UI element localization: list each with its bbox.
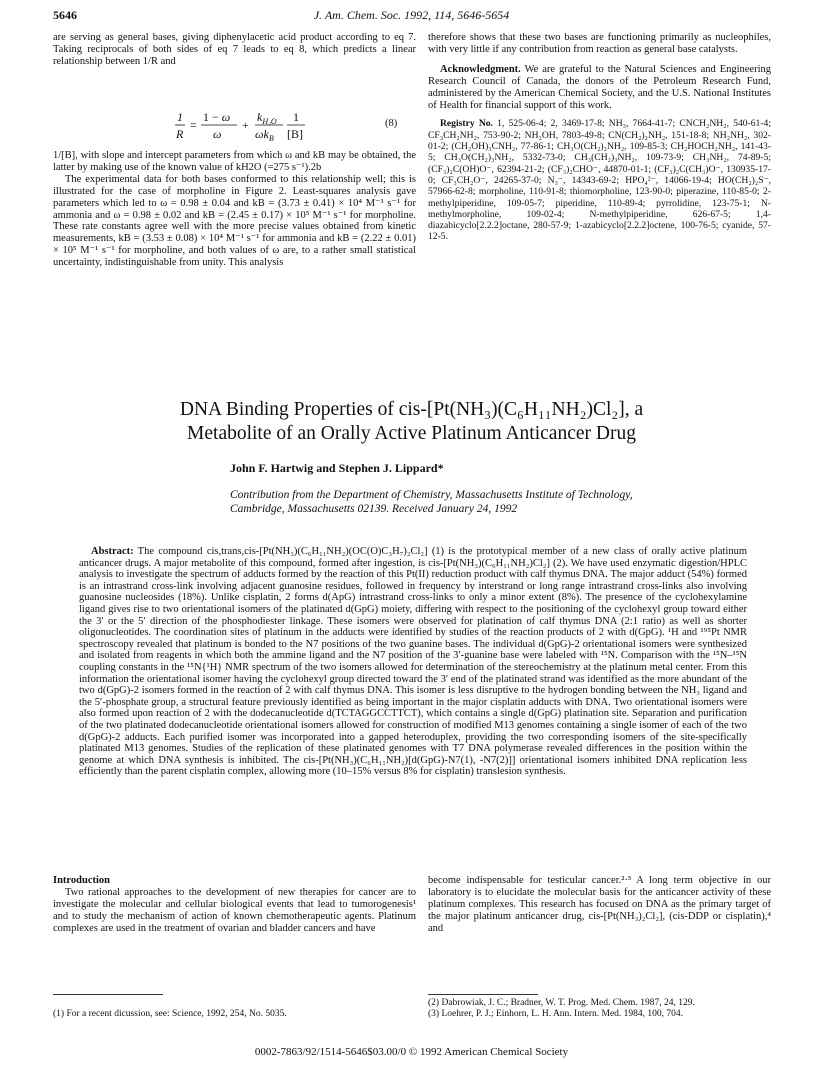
acknowledgment-heading: Acknowledgment. [440,63,521,75]
introduction-heading: Introduction [53,875,110,886]
title-line-1: DNA Binding Properties of cis-[Pt(NH₃)(C₆H₁₁NH₂)Cl₂], a [179,399,644,420]
equation-graphic [175,108,415,142]
authors: John F. Hartwig and Stephen J. Lippard* [230,461,444,475]
paragraph: 1/[B], with slope and intercept parameters from which ω and kB may be obtained, the latter by making use of the known value of kH2O (=275 s⁻¹).2b [53,150,416,173]
affiliation-line-2: Cambridge, Massachusetts 02139. Received January 24, 1992 [230,503,518,515]
footnote-3: (3) Loehrer, P. J.; Einhorn, L. H. Ann. Intern. Med. 1984, 100, 704. [428,1009,684,1019]
article-title [0,398,823,446]
paragraph: Two rational approaches to the development of new therapies for cancer are to investigate the molecular and cellular biological events that lead to tumorogenesis¹ and to study the mechanism of action of known chemotherapeutic agents. Platinum complexes are used in the treatment of ovarian and bladder cancers and have [53,886,416,934]
paragraph: The experimental data for both bases conformed to this relationship well; this is illustrated for the case of morpholine in Figure 2. Least-squares analysis gave parameters which led to ω = 0.98 ± 0.04 and kB = (3.73 ± 0.41) × 10⁴ M⁻¹ s⁻¹ for ammonia and ω = 0.98 ± 0.02 and kB = (2.45 ± 0.17) × 10⁵ M⁻¹ s⁻¹ for morpholine. These rate constants agree well with the more precise values obtained from kinetic measurements, kB = (3.53 ± 0.08) × 10⁴ M⁻¹ s⁻¹ for ammonia and kB = (2.22 ± 0.01) × 10⁵ M⁻¹ s⁻¹ for morpholine, and both values of ω are, to a rather small statistical uncertainty, indistinguishable from unity. This analysis [53,173,416,269]
svg-text:1 − ω: 1 − ω [203,110,231,124]
registry-heading: Registry No. [440,118,493,130]
footnote-2: (2) Dabrowiak, J. C.; Bradner, W. T. Prog. Med. Chem. 1987, 24, 129. [428,998,695,1008]
affiliation-line-1: Contribution from the Department of Chemistry, Massachusetts Institute of Technology, [230,489,633,501]
page-footer: 0002-7863/92/1514-5646$03.00/0 © 1992 American Chemical Society [254,1046,569,1058]
intro-right-column [428,875,771,935]
footnote-rule [53,994,163,995]
svg-text:kH₂O: $k_{H_2O}$ [257,110,277,126]
svg-text:[B]: [B] [287,127,303,141]
top-left-column [53,32,416,68]
paragraph: are serving as general bases, giving diphenylacetic acid product according to eq 7. Taking reciprocals of both sides of eq 7 leads to eq 8, which predicts a linear relationship between 1/R and [53,32,416,67]
journal-citation: J. Am. Chem. Soc. 1992, 114, 5646-5654 [313,8,510,22]
svg-text:=: = [190,118,197,132]
paragraph: therefore shows that these two bases are functioning primarily as nucleophiles, with very little if any contribution from reaction as general base catalysts. [428,32,771,55]
title-line-2: Metabolite of an Orally Active Platinum Anticancer Drug [187,423,636,444]
footnotes-right [428,998,778,1020]
journal-header [0,8,823,23]
top-right-column [428,32,771,243]
svg-text:+: + [242,118,249,132]
affiliation [230,488,750,516]
acknowledgment-text: We are grateful to the Natural Sciences and Engineering Research Council of Canada, the donors of the Petroleum Research Fund, administered by the American Chemical Society, and the U.S. National Institutes of Health for financial support of this work. [428,63,772,111]
footnote-rule [428,994,538,995]
page-number: 5646 [53,8,77,22]
abstract [79,546,747,778]
svg-text:ω: ω [213,127,222,141]
svg-text:1: 1 [293,110,299,124]
top-left-column-lower [53,150,416,269]
svg-text:1: 1 [177,110,183,124]
abstract-text: The compound cis,trans,cis-[Pt(NH₃)(C₆H₁₁NH₂)(OC(O)C₃H₇)₂Cl₂] (1) is the prototypical member of a new class of orally active platinum anticancer drugs. A major metabolite of this compound, formed after ingestion, is cis-[Pt(NH₃)(C₆H₁₁NH₂)Cl₂] (2). We have used enzymatic digestion/HPLC analysis to investigate the spectrum of adducts formed by the reaction of this Pt(II) reduction product with calf thymus DNA. The major adduct (54%) formed is an intrastrand cross-link involving adjacent guanosine residues, followed in frequency by interstrand or long range intrastrand cross-links also involving guanosine nucleosides (18%). Unlike cisplatin, 2 forms d(ApG) intrastrand cross-links to only a minor extent (8%). The presence of the cyclohexylamine ligand gives rise to two orientational isomers of the platinated d(GpG) moiety, differing with respect to the positioning of the cyclohexyl group toward either the 3′ or the 5′ direction of the phosphodiester linkage. These isomers were observed for platination of calf thymus DNA (2:1 ratio) as well as shorter oligonucleotides. The coordination sites of platinum in the adducts were identified by studies of the reaction products of 2 with d(GpG). ¹H and ¹⁹⁵Pt NMR spectroscopy revealed that platinum is bonded to the N7 positions of the two guanine bases. The individual d(GpG)-2 orientational isomers were synthesized and isolated from reagents in which both the ammine ligand and the N7 position of the 3′-guanine base were labeled with ¹⁵N. Comparison with the ¹⁵N–¹⁵N coupling constants in the ¹⁵N{¹H} NMR spectrum of the two isomers allowed for determination of the stereochemistry at the platinum metal center. From this information the orientational isomer having the cyclohexyl group directed toward the 3′ end of the platinated strand was identified as the more abundant of the two d(GpG)-2 isomers formed in the reaction of 2 with calf thymus DNA. This isomer is less disruptive to the hydrogen bonding between the NH₃ ligand and the 5′-phosphate group, a structural feature previously identified as being important in the major cisplatin adducts with DNA. Two orientational isomers were also formed upon reaction of 2 with the dodecanucleotide d(TCTAGGCCTTCT), which contains a single d(GpG) platination site. Separation and purification of the two platinated dodecanucleotide orientational isomers allowed for construction of modified M13 genomes containing a single isomer of each of the two d(GpG)-2 adducts. Each purified isomer was incorporated into a gapped heteroduplex, providing the two corresponding isomers of the site-specifically platinated M13 genomes. Studies of the replication of these platinated genomes with T7 DNA polymerase revealed differences in the position within the genome at which DNA synthesis is inhibited. The cis-[Pt(NH₃)(C₆H₁₁NH₂)[d(GpG)-N7(1), -N7(2)]] orientational isomers inhibited DNA replication less efficiently than the parent cisplatin complex, allowing more (10–15% versus 8% for cisplatin) translesion synthesis. [79,546,748,778]
registry-numbers [428,118,771,242]
registry-text: 1, 525-06-4; 2, 3469-17-8; NH₃, 7664-41-7; CNCH₂NH₂, 540-61-4; CF₃CH₂NH₂, 753-90-2; NH₂OH, 7803-49-8; CN(CH₂)₂NH₂, 151-18-8; NH₂NH₂, 302-01-2; (CH₂OH)₃CNH₂, 77-86-1; CH₃O(CH₂)₂NH₂, 109-85-3; CH₂HOCH₂NH₂, 141-43-5; CH₃O(CH₂)₃NH₂, 5332-73-0; CH₃(CH₂)₃NH₂, 109-73-9; CH₃NH₂, 74-89-5; (CF₃)₂C(OH)O⁻, 62394-21-2; (CF₃)₂CHO⁻, 44870-01-1; (CF₃)₂C(CH₃)O⁻, 130935-17-0; CF₃CH₂O⁻, 24265-37-0; N₃⁻, 14343-69-2; HPO₄²⁻, 14066-19-4; HO(CH₂)₂S⁻, 57966-62-8; morpholine, 110-91-8; thiomorpholine, 123-90-0; piperazine, 110-85-0; 2-methylpiperidine, 109-05-7; piperidine, 110-89-4; pyrrolidine, 123-75-1; N-methylmorpholine, 109-02-4; N-methylpiperidine, 626-67-5; 1,4-diazabicyclo[2.2.2]octane, 280-57-9; 1-azabicyclo[2.2.2]octene, 100-76-5; cyanide, 57-12-5. [428,118,772,243]
footnote-1: (1) For a recent dicussion, see: Science, 1992, 254, No. 5035. [53,1009,287,1019]
equation-number: (8) [385,118,398,129]
svg-text:ωkB: $\omega k_B$ [255,127,274,142]
paragraph: become indispensable for testicular cancer.²·³ A long term objective in our laboratory is to elucidate the molecular basis for the anticancer activity of these platinum complexes. This research has focused on DNA as the primary target of the major platinum anticancer drug, cis-[Pt(NH₃)₂Cl₂], (cis-DDP or cisplatin),⁴ and [428,875,771,934]
acknowledgment [428,64,771,112]
svg-text:R: R [176,127,184,141]
intro-left-column [53,875,416,935]
equation-8 [175,108,415,142]
abstract-heading: Abstract: [91,546,134,557]
